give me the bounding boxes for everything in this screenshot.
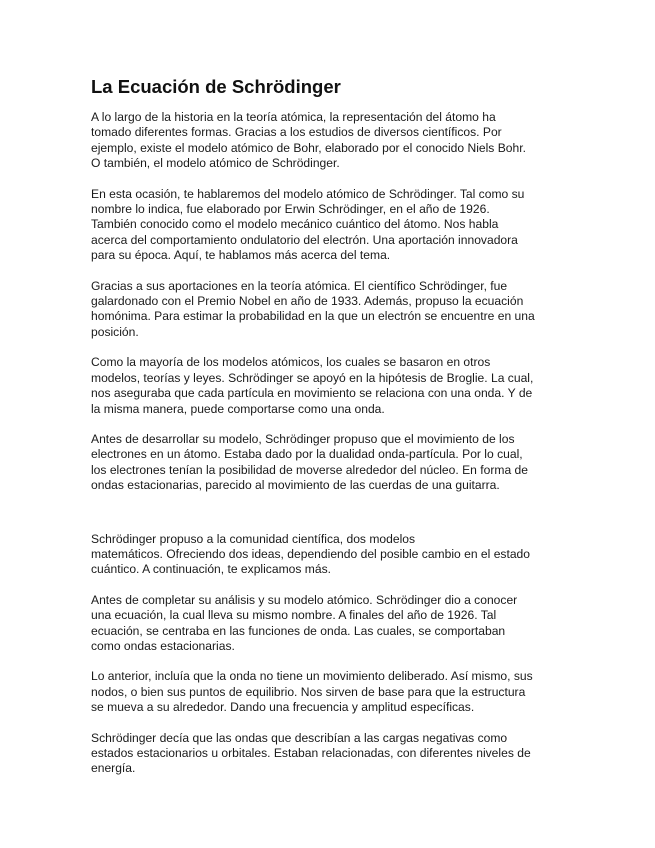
document-title: La Ecuación de Schrödinger	[91, 76, 341, 97]
paragraph-line: posición.	[91, 324, 139, 339]
paragraph-line: energía.	[91, 761, 136, 776]
paragraph-line: nos aseguraba que cada partícula en movimiento se relaciona con una onda. Y de	[91, 386, 533, 401]
paragraph-line: para su época. Aquí, te hablamos más acerca del tema.	[91, 248, 391, 263]
paragraph-line: También conocido como el modelo mecánico cuántico del átomo. Nos habla	[91, 217, 499, 232]
paragraph-line: Lo anterior, incluía que la onda no tiene un movimiento deliberado. Así mismo, sus	[91, 669, 533, 684]
paragraph-line: ecuación, se centraba en las funciones de onda. Las cuales, se comportaban	[91, 623, 506, 638]
paragraph-line: Schrödinger decía que las ondas que describían a las cargas negativas como	[91, 730, 508, 745]
paragraph-line: galardonado con el Premio Nobel en año de 1933. Además, propuso la ecuación	[91, 294, 524, 309]
paragraph-line: electrones en un átomo. Estaba dado por la dualidad onda-partícula. Por lo cual,	[91, 447, 523, 462]
paragraph-line: ejemplo, existe el modelo atómico de Bohr, elaborado por el conocido Niels Bohr.	[91, 140, 526, 155]
paragraph-line: cuántico. A continuación, te explicamos más.	[91, 562, 331, 577]
paragraph-line: estados estacionarios u orbitales. Estaban relacionadas, con diferentes niveles de	[91, 746, 531, 760]
paragraph-line: una ecuación, la cual lleva su mismo nombre. A finales del año de 1926. Tal	[91, 608, 497, 623]
paragraph-line: ondas estacionarias, parecido al movimiento de las cuerdas de una guitarra.	[91, 478, 500, 493]
paragraph-line: como ondas estacionarias.	[91, 638, 235, 653]
paragraph-line: nodos, o bien sus puntos de equilibrio. Nos sirven de base para que la estructura	[91, 684, 526, 699]
paragraph-line: Antes de desarrollar su modelo, Schrödinger propuso que el movimiento de los	[91, 431, 515, 446]
paragraph-line: se mueva a su alrededor. Dando una frecuencia y amplitud específicas.	[91, 700, 475, 715]
paragraph-line: A lo largo de la historia en la teoría atómica, la representación del átomo ha	[91, 110, 496, 124]
paragraph-line: Gracias a sus aportaciones en la teoría atómica. El científico Schrödinger, fue	[91, 278, 508, 293]
paragraph-5	[91, 432, 571, 494]
paragraph-4	[91, 355, 571, 417]
paragraph-line: homónima. Para estimar la probabilidad en la que un electrón se encuentre en una	[91, 309, 535, 324]
paragraph-6	[91, 532, 571, 578]
paragraph-7	[91, 593, 571, 655]
paragraph-8	[91, 669, 571, 715]
paragraph-line: tomado diferentes formas. Gracias a los estudios de diversos científicos. Por	[91, 125, 502, 140]
paragraph-line: los electrones tenían la posibilidad de moverse alrededor del núcleo. En forma de	[91, 462, 528, 477]
paragraph-line: Antes de completar su análisis y su modelo atómico. Schrödinger dio a conocer	[91, 592, 518, 607]
paragraph-line: En esta ocasión, te hablaremos del modelo atómico de Schrödinger. Tal como su	[91, 186, 525, 201]
section-spacer	[91, 509, 571, 532]
paragraph-9	[91, 731, 571, 777]
paragraph-line: nombre lo indica, fue elaborado por Erwin Schrödinger, en el año de 1926.	[91, 202, 490, 217]
paragraph-2	[91, 187, 571, 264]
document-page	[91, 76, 571, 792]
paragraph-line: modelos, teorías y leyes. Schrödinger se apoyó en la hipótesis de Broglie. La cual,	[91, 370, 534, 385]
paragraph-line: matemáticos. Ofreciendo dos ideas, dependiendo del posible cambio en el estado	[91, 546, 531, 561]
paragraph-1	[91, 110, 571, 172]
paragraph-3	[91, 279, 571, 341]
paragraph-line: Schrödinger propuso a la comunidad científica, dos modelos	[91, 531, 416, 546]
paragraph-line: la misma manera, puede comportarse como una onda.	[91, 401, 385, 416]
paragraph-line: Como la mayoría de los modelos atómicos, los cuales se basaron en otros	[91, 355, 491, 370]
paragraph-line: O también, el modelo atómico de Schrödinger.	[91, 156, 340, 171]
paragraph-line: acerca del comportamiento ondulatorio del electrón. Una aportación innovadora	[91, 232, 518, 247]
